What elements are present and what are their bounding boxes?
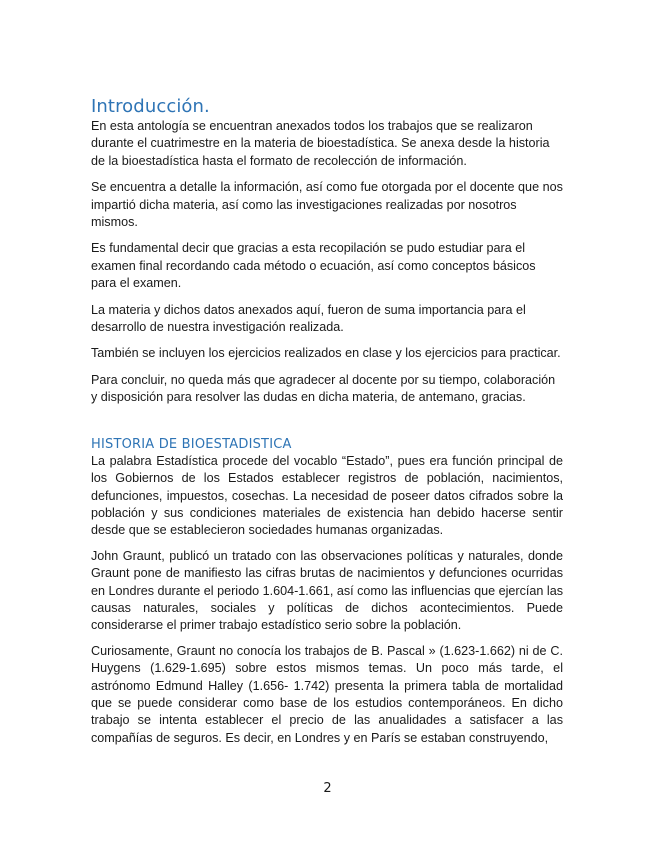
history-paragraph: La palabra Estadística procede del vocablo “Estado”, pues era función principal de los Gobiernos de los Estados establecer registros de población, nacimientos, defunciones, impuestos, cosechas. La necesidad de poseer datos cifrados sobre la población y sus condiciones materiales de existencia han debido hacerse sentir desde que se establecieron sociedades humanas organizadas. [91, 453, 563, 538]
intro-paragraph: Se encuentra a detalle la información, así como fue otorgada por el docente que nos impartió dicha materia, así como las investigaciones realizadas por nosotros mismos. [91, 180, 563, 230]
intro-paragraph: Es fundamental decir que gracias a esta recopilación se pudo estudiar para el examen final recordando cada método o ecuación, así como conceptos básicos para el examen. [91, 241, 536, 291]
page-content [91, 96, 563, 755]
page-number: 2 [323, 781, 332, 796]
intro-paragraph: En esta antología se encuentran anexados todos los trabajos que se realizaron durante el cuatrimestre en la materia de bioestadística. Se anexa desde la historia de la bioestadística hasta el formato de recolección de información. [91, 119, 550, 168]
history-heading: HISTORIA DE BIOESTADISTICA [91, 436, 292, 452]
history-paragraph: John Graunt, publicó un tratado con las observaciones políticas y naturales, donde Graunt pone de manifiesto las cifras brutas de nacimientos y defunciones ocurridas en Londres durante el periodo 1.604-1.661, así como las influencias que ejercían las causas naturales, sociales y políticas de dichos acontecimientos. Puede considerarse el primer trabajo estadístico serio sobre la población. [91, 548, 563, 633]
history-section [91, 436, 563, 748]
history-paragraph: Curiosamente, Graunt no conocía los trabajos de B. Pascal » (1.623-1.662) ni de C. Huygens (1.629-1.695) sobre estos mismos temas. Un poco más tarde, el astrónomo Edmund Halley (1.656- 1.742) presenta la primera tabla de mortalidad que se puede considerar como base de los estudios contemporáneos. En dicho trabajo se intenta establecer el precio de las anualidades a satisfacer a las compañías de seguros. Es decir, en Londres y en París se estaban construyendo, [91, 643, 563, 745]
introduction-section [91, 96, 563, 407]
introduction-heading: Introducción. [91, 96, 210, 117]
intro-paragraph: Para concluir, no queda más que agradecer al docente por su tiempo, colaboración y disposición para resolver las dudas en dicha materia, de antemano, gracias. [91, 372, 556, 405]
intro-paragraph: También se incluyen los ejercicios realizados en clase y los ejercicios para practicar. [91, 346, 561, 361]
intro-paragraph: La materia y dichos datos anexados aquí, fueron de suma importancia para el desarrollo de nuestra investigación realizada. [91, 302, 526, 335]
section-spacer [91, 416, 563, 436]
